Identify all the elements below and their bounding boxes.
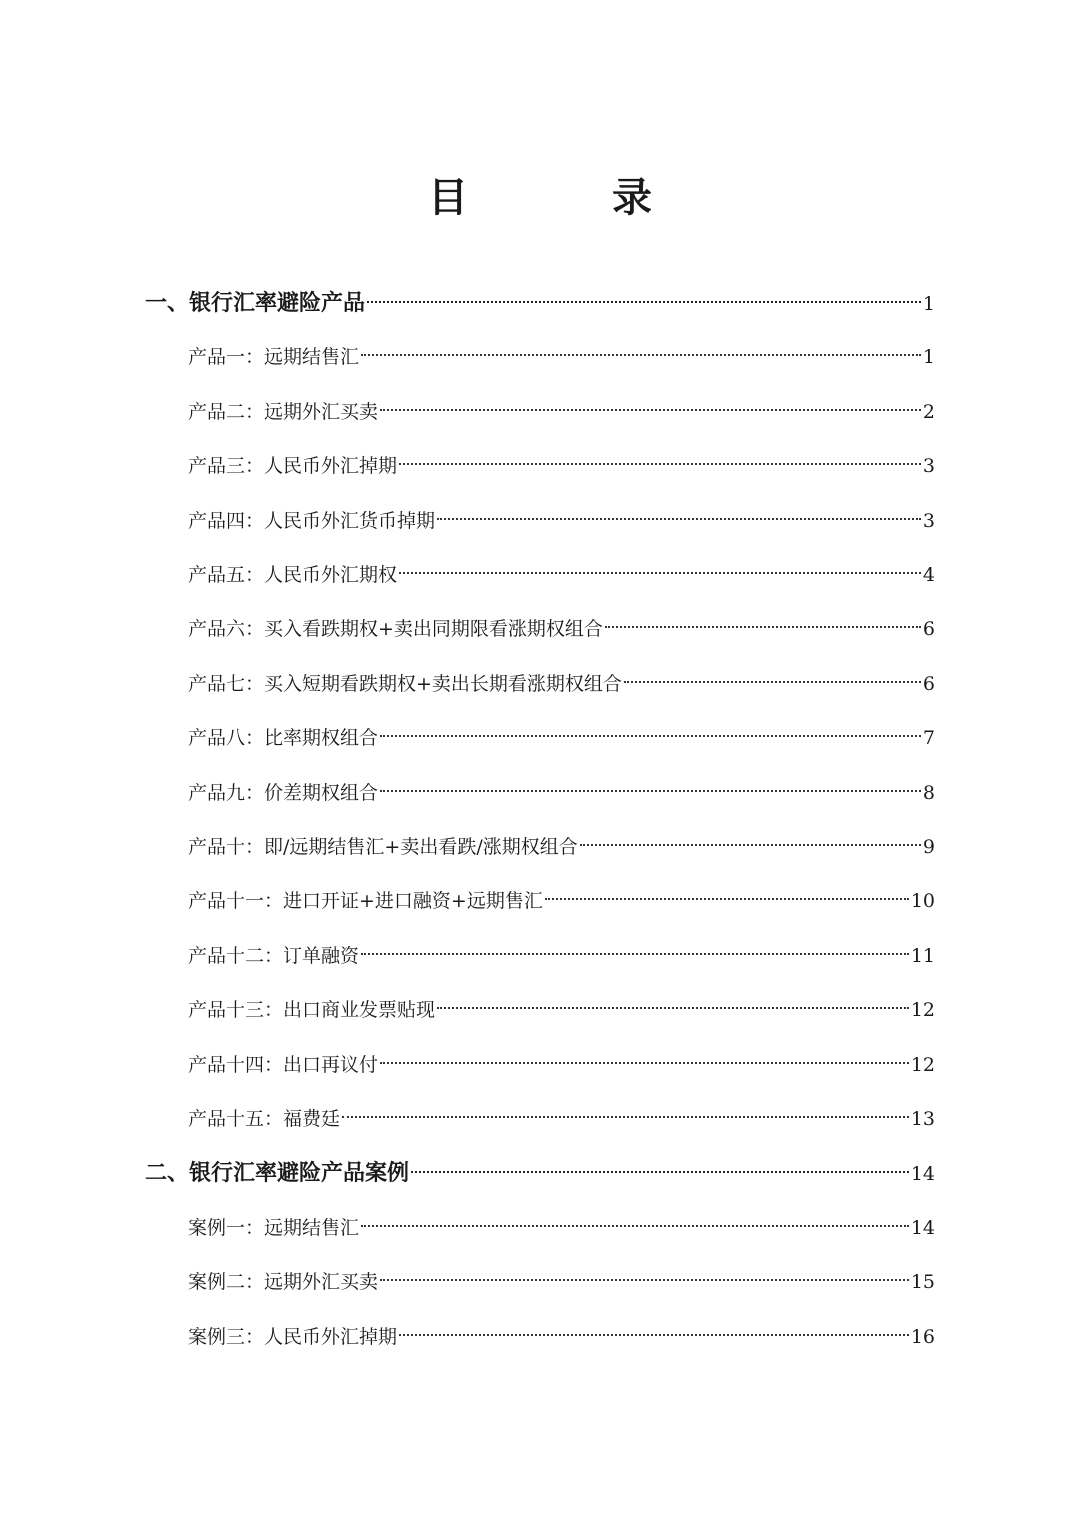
toc-entry-label: 产品三：人民币外汇掉期 — [188, 455, 398, 478]
toc-dot-leader — [580, 844, 921, 846]
toc-dot-leader — [624, 681, 921, 683]
toc-page-number: 4 — [922, 564, 935, 586]
toc-entry-label: 产品四：人民币外汇货币掉期 — [188, 509, 436, 532]
toc-entry-label: 产品十一：进口开证+进口融资+远期售汇 — [188, 890, 543, 913]
page-title: 目 录 — [428, 175, 704, 221]
toc-entry[interactable] — [188, 722, 935, 754]
toc-entry[interactable] — [188, 1049, 935, 1081]
toc-dot-leader — [367, 301, 921, 303]
toc-section-entry[interactable] — [145, 1157, 935, 1189]
toc-page-number: 9 — [922, 836, 935, 858]
toc-dot-leader — [361, 354, 921, 356]
toc-dot-leader — [437, 518, 921, 520]
toc-page-number: 1 — [922, 346, 935, 369]
toc-entry[interactable] — [188, 940, 935, 972]
toc-page-number: 6 — [922, 672, 935, 695]
toc-dot-leader — [399, 463, 921, 465]
toc-entry-label: 二、银行汇率避险产品案例 — [145, 1160, 410, 1187]
toc-dot-leader — [380, 735, 921, 737]
toc-entry[interactable] — [188, 505, 935, 537]
toc-entry-label: 产品十四：出口再议付 — [188, 1053, 379, 1076]
toc-entry-label: 产品六：买入看跌期权+卖出同期限看涨期权组合 — [188, 618, 603, 641]
toc-page-number: 13 — [910, 1108, 935, 1130]
toc-page-number: 8 — [922, 781, 935, 804]
toc-entry-label: 产品九：价差期权组合 — [188, 781, 379, 804]
toc-dot-leader — [380, 409, 921, 411]
toc-page-number: 12 — [910, 1053, 935, 1076]
toc-entry[interactable] — [188, 559, 935, 591]
toc-page-number: 12 — [910, 999, 935, 1022]
toc-entry-label: 一、银行汇率避险产品 — [145, 290, 366, 316]
toc-page-number: 7 — [922, 727, 935, 750]
toc-dot-leader — [545, 898, 909, 900]
toc-entry-label: 产品十二：订单融资 — [188, 944, 360, 967]
toc-dot-leader — [399, 1334, 909, 1336]
toc-entry-label: 产品五：人民币外汇期权 — [188, 564, 398, 586]
toc-entry[interactable] — [188, 777, 935, 809]
toc-entry[interactable] — [188, 613, 935, 645]
toc-page-number: 10 — [910, 890, 935, 913]
toc-dot-leader — [361, 1225, 909, 1227]
toc-entry-label: 产品十五：福费廷 — [188, 1108, 341, 1130]
toc-entry[interactable] — [188, 450, 935, 482]
toc-dot-leader — [380, 1279, 909, 1281]
toc-dot-leader — [411, 1171, 909, 1173]
toc-page-number: 3 — [922, 509, 935, 532]
toc-page-number: 14 — [910, 1163, 935, 1186]
toc-page-number: 2 — [922, 400, 935, 423]
toc-page-number: 11 — [910, 944, 935, 967]
toc-entry[interactable] — [188, 341, 935, 373]
toc-entry[interactable] — [188, 1266, 935, 1298]
toc-entry-label: 产品八：比率期权组合 — [188, 727, 379, 750]
toc-entry[interactable] — [188, 885, 935, 917]
toc-page-number: 3 — [922, 455, 935, 478]
toc-entry-label: 产品七：买入短期看跌期权+卖出长期看涨期权组合 — [188, 672, 622, 695]
toc-entry[interactable] — [188, 1321, 935, 1353]
toc-entry-label: 案例一：远期结售汇 — [188, 1216, 360, 1239]
toc-entry-label: 产品十：即/远期结售汇+卖出看跌/涨期权组合 — [188, 836, 578, 858]
toc-entry[interactable] — [188, 994, 935, 1026]
toc-page-number: 16 — [910, 1325, 935, 1348]
toc-dot-leader — [380, 1062, 909, 1064]
toc-page-number: 15 — [910, 1271, 935, 1294]
toc-entry-label: 产品十三：出口商业发票贴现 — [188, 999, 436, 1022]
toc-entry-label: 案例二：远期外汇买卖 — [188, 1271, 379, 1294]
toc-page-number: 14 — [910, 1216, 935, 1239]
toc-page-number: 1 — [922, 293, 935, 315]
toc-section-entry[interactable] — [145, 287, 935, 319]
toc-dot-leader — [380, 790, 921, 792]
toc-entry-label: 产品二：远期外汇买卖 — [188, 400, 379, 423]
toc-entry-label: 案例三：人民币外汇掉期 — [188, 1325, 398, 1348]
toc-page-number: 6 — [922, 618, 935, 641]
toc-dot-leader — [437, 1007, 909, 1009]
toc-dot-leader — [342, 1116, 909, 1118]
toc-entry[interactable] — [188, 396, 935, 428]
toc-entry[interactable] — [188, 1103, 935, 1135]
toc-entry-label: 产品一：远期结售汇 — [188, 346, 360, 369]
toc-entry[interactable] — [188, 1212, 935, 1244]
toc-dot-leader — [361, 953, 909, 955]
toc-entry[interactable] — [188, 831, 935, 863]
toc-dot-leader — [605, 626, 921, 628]
toc-dot-leader — [399, 572, 921, 574]
toc-entry[interactable] — [188, 668, 935, 700]
